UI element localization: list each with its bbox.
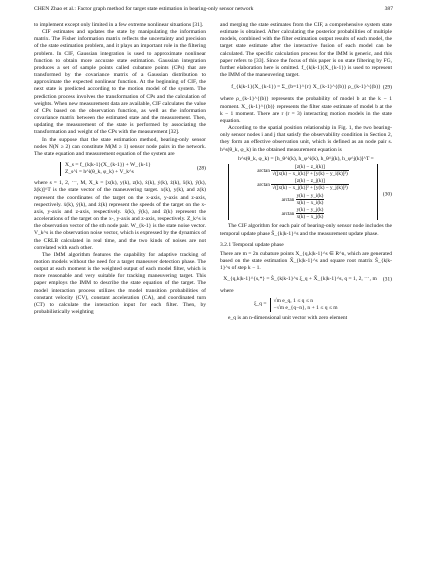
fraction-denominator: √([x(k) − x_i(k)]² + [y(k) − y_i(k)]²) (272, 171, 348, 178)
equation-number: (31) (382, 276, 392, 283)
equation-number: (29) (382, 84, 392, 91)
arctan-label: arctan (281, 196, 295, 203)
arctan-label: arctan (257, 182, 270, 189)
paragraph: and merging the state estimates from the CIF, a comprehensive system state estimate is obtained. After calculating the posterior probabilities of multiple models, combined with the filter estimation output results of each model, the target state estimate after the interactive fusion of each model can be calculated. The specific calculation process for the IMM is generic, and this paper refers to [33]. Since the focus of this paper is on state filtering by FG, further elaboration here is omitted. f_{k|k-1}(X_{k-1}) is used to represent the IMM of the maneuvering target. (220, 22, 392, 79)
equation-32-case2: −√m e_{q−n}, n + 1 ≤ q ≤ m (273, 304, 338, 311)
paragraph: The IMM algorithm features the capability for adaptive tracking of motion models without the need for a target maneuver detection phase. The output at each moment is the weighted output of each model filter, which is more reasonable and very suitable for tracking maneuvering target. This paper employs the IMM to describe the state equation of the target. The model interaction process utilizes the model transition probabilities of constant velocity (CV), constant acceleration (CA), and coordinated turn (CT) to calculate the interaction input for each filter. Then, by probabilistically weighting (34, 251, 206, 316)
section-heading: 3.2.1 Temporal update phase (220, 241, 284, 248)
left-column (34, 22, 206, 316)
equation-28 (34, 160, 206, 178)
fraction-denominator: x(k) − x_i(k) (296, 199, 324, 206)
equation-28-line2: Z_s^i = h^i(θ_k, φ_k) + V_k^s (65, 169, 134, 176)
paragraph: According to the spatial position relationship in Fig. 1, the two bearing-only sensor nodes i and j that satisfy the observability condition in Section 2, they form an effective observation unit, which is defined as an node pair s. h^s(θ_k, φ_k) in the obtained measurement equation is (220, 125, 392, 153)
equation-number: (30) (382, 190, 392, 197)
equation-31 (220, 274, 392, 285)
where-label: where (220, 287, 234, 294)
paragraph: to implement except only limited in a few extreme nonlinear situations [31]. (34, 22, 204, 28)
equation-32-lhs: ξ_q = (254, 301, 267, 308)
fraction-denominator: x(k) − x_j(k) (296, 214, 324, 221)
arctan-label: arctan (257, 167, 270, 174)
equation-29-lhs: f_{k|k-1}(X_{k-1}) = (231, 84, 281, 91)
fraction-numerator: y(k) − y_j(k) (296, 207, 324, 214)
paragraph: In the suppose that the state estimation method, bearing-only sensor nodes N(N ≥ 2) can constitute M(M ≥ 1) sensor node pairs in the network. The state equation and measurement equation of the system are (34, 136, 206, 157)
equation-29 (220, 81, 392, 94)
equation-28-line1: X_s = f_{k|k-1}(X_{k-1}) + W_{k-1} (65, 161, 151, 168)
paragraph: where s = 1, 2, ⋯, M, X_k = [x(k), y(k), z(k), ẋ(k), ẏ(k), ż(k), ẍ(k), ÿ(k), z̈(k)]^T is the state vector of the maneuvering target. x(k), y(k), and z(k) represent the coordinates of the target on the x-axis, y-axis and z-axis, respectively. ẋ(k), ẏ(k), and ż(k) represent the speeds of the target on the x-axis, y-axis and z-axis, respectively. ẍ(k), ÿ(k), and z̈(k) represent the accelerations of the target on the x-, y-axis and z-axis, respectively. Z_k^s is the observation vector of the sth node pair. W_{k-1} is the state noise vector. V_k^s is the observation noise vector, which is expressed by the dynamics of the CRLB calculated in real time, and the two kinds of noises are not correlated with each other. (34, 180, 206, 251)
paragraph: CIF estimates and updates the state by manipulating the information matrix. The Fisher information matrix reflects the uncertainty and precision of the state estimation problem, and it plays an important role in the filtering problem. In CIF, Gaussian integration is used to approximate nonlinear function to obtain more accurate state estimation. Gaussian integration produces a set of sample points called cubature points (CPs) that are transformed by the covariance matrix of a Gaussian distribution to approximate the expected nonlinear function. At the beginning of CIF, the next state is predicted according to the motion model of the system. The prediction process involves the transformation of CPs and the calculation of weights. When new measurement data are available, CIF calculates the value of CPs based on the observation function, as well as the information covariance matrix between the estimated state and the measurement. Then, updating the measurement of the state is performed by associating the transformation and weight of the CPs with the measurement [32]. (34, 29, 206, 136)
header-title: CHEN Zhao et al.: Factor graph method for target state estimation in bearing-only sensor network (34, 6, 254, 12)
right-column (220, 22, 392, 322)
equation-31-body: X_{q,k|k-1}^{s,*} = Ŝ_{k|k-1}^s ξ_q + X̂_{k|k-1}^s, q = 1, 2, ⋯, m (223, 276, 377, 283)
equation-number: (28) (196, 165, 206, 172)
fraction-numerator: [z(k) − z_i(k)] (271, 164, 349, 171)
paragraph: e_q is an n-dimensional unit vector with zero element (228, 315, 348, 321)
equation-29-rhs: Σ_{b=1}^{r} X_{k-1}^{(b)} ρ_{k-1}^{(b)} (281, 84, 381, 91)
arctan-label: arctan (281, 210, 295, 217)
fraction-numerator: y(k) − y_i(k) (296, 192, 324, 199)
paragraph: There are m = 2n cubature points X_{q,k|k-1}^s ∈ R^n, which are generated based on the state estimation X̂_{k|k-1}^s and square root matrix Ŝ_{k|k-1}^s of step k − 1. (220, 250, 392, 272)
equation-32 (220, 297, 392, 313)
equation-30-top: h^s(θ_k, φ_k) = [h_θ^i(k), h_φ^i(k), h_θ^j(k), h_φ^j(k)]^T = (238, 155, 374, 162)
equation-32-case1: √m e_q, 1 ≤ q ≤ n (273, 297, 314, 304)
paragraph: where ρ_{k-1}^{(b)} represents the probability of model b at the k − 1 moment. X_{k-1}^{(b)} represents the filter state estimate of model b at the k − 1 moment. There are r (r = 3) interacting motion models in the state equation. (220, 96, 392, 124)
running-header (34, 6, 393, 16)
fraction-numerator: [z(k) − z_j(k)] (271, 178, 349, 185)
page-number: 387 (384, 6, 393, 12)
paragraph: The CIF algorithm for each pair of bearing-only sensor node includes the temporal update phase Ŝ_{k|k-1}^s and the measurement update phase. (220, 223, 392, 237)
equation-30 (220, 156, 392, 221)
fraction-denominator: √([x(k) − x_j(k)]² + [y(k) − y_j(k)]²) (272, 185, 348, 192)
